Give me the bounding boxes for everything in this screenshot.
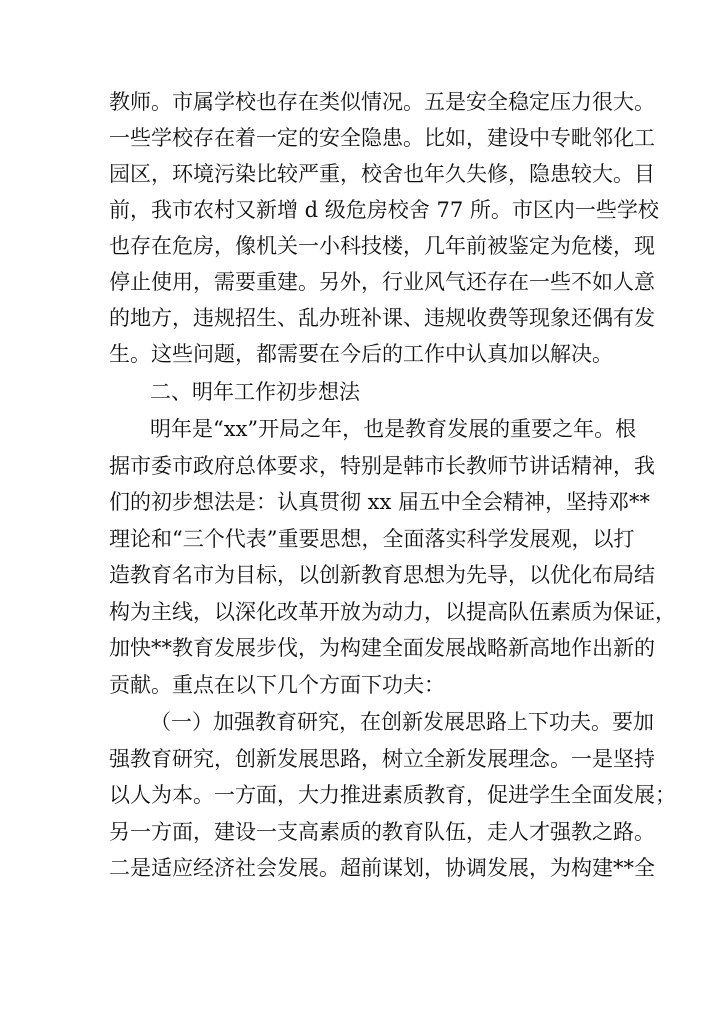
body-text-line: 一些学校存在着一定的安全隐患。比如，建设中专毗邻化工 xyxy=(109,126,655,150)
body-text-line: 前，我市农村又新增 d 级危房校舍 77 所。市区内一些学校 xyxy=(109,198,659,222)
body-text-line: 园区，环境污染比较严重，校舍也年久失修，隐患较大。目 xyxy=(109,162,655,186)
body-text-line: 的地方，违规招生、乱办班补课、违规收费等现象还偶有发 xyxy=(109,306,655,330)
body-text-line: 教师。市属学校也存在类似情况。五是安全稳定压力很大。 xyxy=(109,90,655,114)
body-text-line: 另一方面，建设一支高素质的教育队伍，走人才强教之路。 xyxy=(109,820,655,844)
body-text-line: 以人为本。一方面，大力推进素质教育，促进学生全面发展； xyxy=(109,783,676,807)
body-text-line: 二是适应经济社会发展。超前谋划，协调发展，为构建**全 xyxy=(109,856,655,880)
body-text-line: 构为主线，以深化改革开放为动力，以提高队伍素质为保证， xyxy=(109,600,676,624)
subsection-heading: （一）加强教育研究，在创新发展思路上下功夫。要加 xyxy=(150,710,654,734)
body-text-line: 加快**教育发展步伐，为构建全面发展战略新高地作出新的 xyxy=(109,636,655,660)
body-text-line: 生。这些问题，都需要在今后的工作中认真加以解决。 xyxy=(109,342,613,366)
body-text-line: 据市委市政府总体要求，特别是韩市长教师节讲话精神，我 xyxy=(109,454,655,478)
body-text-line: 停止使用，需要重建。另外，行业风气还存在一些不如人意 xyxy=(109,270,655,294)
body-text-line: 造教育名市为目标，以创新教育思想为先导，以优化布局结 xyxy=(109,563,655,587)
body-text-line: 也存在危房，像机关一小科技楼，几年前被鉴定为危楼，现 xyxy=(109,234,655,258)
body-text-line: 明年是“xx”开局之年，也是教育发展的重要之年。根 xyxy=(150,417,637,441)
body-text-line: 理论和“三个代表”重要思想，全面落实科学发展观，以打 xyxy=(109,527,635,551)
section-heading: 二、明年工作初步想法 xyxy=(150,380,360,404)
body-text-line: 贡献。重点在以下几个方面下功夫： xyxy=(109,673,445,697)
body-text-line: 们的初步想法是：认真贯彻 xx 届五中全会精神，坚持邓** xyxy=(109,490,651,514)
body-text-line: 强教育研究，创新发展思路，树立全新发展理念。一是坚持 xyxy=(109,747,655,771)
